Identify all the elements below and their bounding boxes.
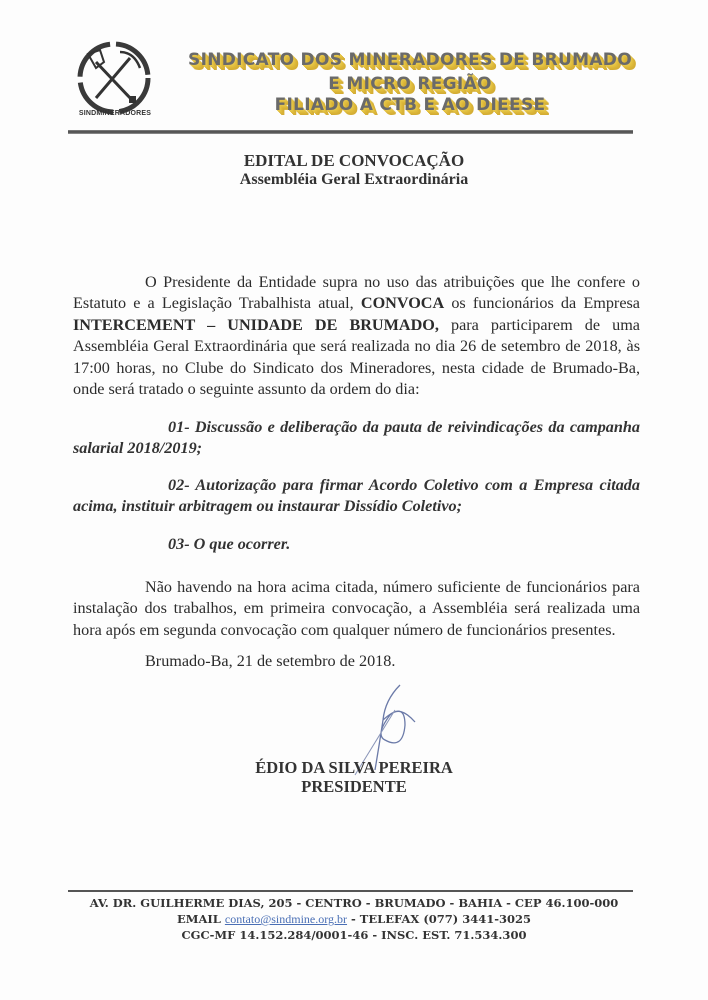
p1-text-c: para participarem de uma Assembléia Geral Extraordinária que será realizada no dia 26 de setembro de 2018, às 17:00 horas, no Clube do Sindicato dos Mineradores, nesta cidade de Brumado-Ba, onde será tratado o seguinte assunto da ordem do dia: xyxy=(73,315,640,399)
document-title: EDITAL DE CONVOCAÇÃO xyxy=(243,151,465,170)
agenda-item-2: 02- Autorização para firmar Acordo Coletivo com a Empresa citada acima, instituir arbitragem ou instaurar Dissídio Coletivo; xyxy=(73,476,640,516)
email-label: EMAIL xyxy=(176,912,225,926)
header-divider xyxy=(68,130,633,134)
document-subtitle: Assembléia Geral Extraordinária xyxy=(239,171,469,188)
header-line-3: FILIADO A CTB E AO DIEESE xyxy=(274,95,546,115)
p1-convoca: CONVOCA xyxy=(360,294,445,313)
signatory-role: PRESIDENTE xyxy=(301,777,407,796)
logo-label: SINDMINERADORES xyxy=(78,110,152,117)
agenda-item-1: 01- Discussão e deliberação da pauta de reivindicações da campanha salarial 2018/2019; xyxy=(73,418,640,458)
footer-contact xyxy=(0,912,708,927)
pickaxe-shovel-icon xyxy=(74,38,154,118)
p1-text-b: os funcionários da Empresa xyxy=(444,294,640,313)
footer-divider xyxy=(68,890,633,892)
p1-text-a: O Presidente da Entidade supra no uso das atribuições que lhe confere o Estatuto e a Legislação Trabalhista atual, xyxy=(73,273,640,313)
header-line-1: SINDICATO DOS MINERADORES DE BRUMADO xyxy=(188,50,632,70)
convocation-paragraph xyxy=(73,272,640,400)
document-date: Brumado-Ba, 21 de setembro de 2018. xyxy=(145,652,396,670)
footer-registry: CGC-MF 14.152.284/0001-46 - INSC. EST. 71.534.300 xyxy=(181,928,527,942)
email-link[interactable]: contato@sindmine.org.br xyxy=(224,912,348,926)
signatory-name: ÉDIO DA SILVA PEREIRA xyxy=(255,758,453,777)
telefax: - TELEFAX (077) 3441-3025 xyxy=(347,912,532,926)
p1-company: INTERCEMENT – UNIDADE DE BRUMADO, xyxy=(73,315,439,334)
agenda-item-3: 03- O que ocorrer. xyxy=(168,535,291,553)
header-line-2: E MICRO REGIÃO xyxy=(328,74,492,94)
quorum-paragraph: Não havendo na hora acima citada, número suficiente de funcionários para instalação dos trabalhos, em primeira convocação, a Assembléia será realizada uma hora após em segunda convocação com qualquer número de funcionários presentes. xyxy=(73,578,640,639)
footer-address: AV. DR. GUILHERME DIAS, 205 - CENTRO - BRUMADO - BAHIA - CEP 46.100-000 xyxy=(89,896,619,910)
